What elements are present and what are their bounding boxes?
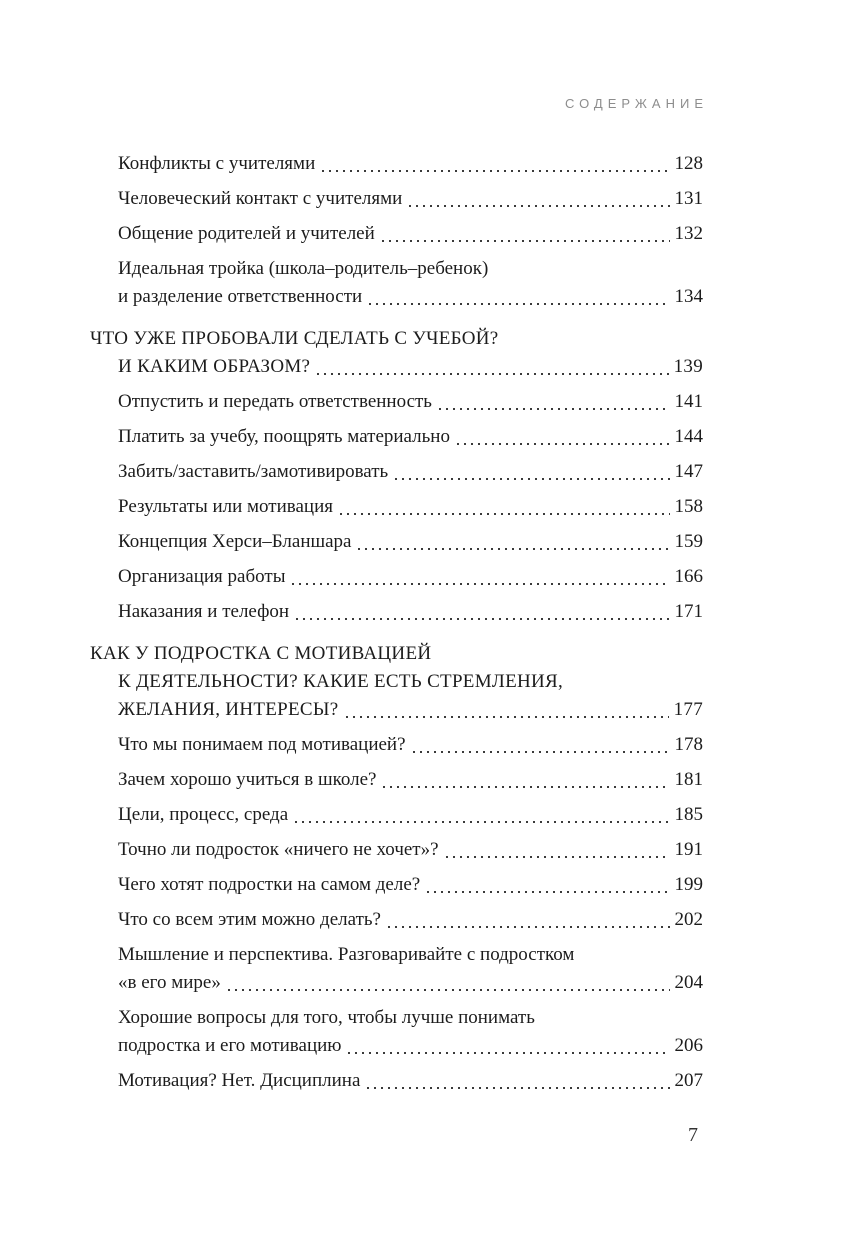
dot-leader	[457, 443, 670, 445]
toc-entry-text: Результаты или мотивация	[118, 496, 334, 517]
toc-entry-page: 185	[674, 804, 703, 825]
dot-leader	[388, 926, 670, 928]
toc-sub-entry	[90, 255, 703, 311]
toc-entry-text: Идеальная тройка (школа–родитель–ребенок)	[118, 258, 489, 279]
dot-leader	[369, 303, 669, 305]
toc-sub-entry	[90, 458, 703, 486]
toc-entry-page: 206	[674, 1035, 703, 1056]
toc-sub-entry	[90, 220, 703, 248]
dot-leader	[446, 856, 670, 858]
toc-entry-text: Цели, процесс, среда	[118, 804, 289, 825]
dot-leader	[346, 716, 669, 718]
toc-entry-text: Мотивация? Нет. Дисциплина	[118, 1070, 361, 1091]
toc-sub-entry	[90, 871, 703, 899]
toc-entry-page: 141	[674, 391, 703, 412]
toc-entry-text: Мышление и перспектива. Разговаривайте с подростком	[118, 944, 575, 965]
toc-entry-page: 144	[674, 426, 703, 447]
dot-leader	[382, 240, 670, 242]
toc-entry-text: Что со всем этим можно делать?	[118, 909, 381, 930]
toc-entry-page: 204	[674, 972, 703, 993]
dot-leader	[367, 1087, 669, 1089]
toc-entry-text: и разделение ответственности	[118, 286, 363, 307]
toc-entry-text: Конфликты с учителями	[118, 153, 316, 174]
toc-sub-entry	[90, 563, 703, 591]
toc-entry-page: 202	[674, 909, 703, 930]
toc-entry-page: 177	[673, 699, 703, 720]
dot-leader	[296, 618, 669, 620]
toc-entry-page: 178	[674, 734, 703, 755]
dot-leader	[358, 548, 669, 550]
toc-sub-entry	[90, 388, 703, 416]
toc-sub-entry	[90, 836, 703, 864]
toc-sub-entry	[90, 731, 703, 759]
toc-entry-text: Концепция Херси–Бланшара	[118, 531, 352, 552]
dot-leader	[413, 751, 670, 753]
toc-entry-page: 159	[674, 531, 703, 552]
toc-entry-page: 171	[674, 601, 703, 622]
toc-entry-page: 199	[674, 874, 703, 895]
toc-sub-entry	[90, 423, 703, 451]
toc-entry-text: Забить/заставить/замотивировать	[118, 461, 389, 482]
toc-sub-entry	[90, 801, 703, 829]
toc-entry-text: Организация работы	[118, 566, 286, 587]
dot-leader	[383, 786, 669, 788]
toc-sub-entry	[90, 1004, 703, 1060]
toc-entry-text: Общение родителей и учителей	[118, 223, 375, 244]
toc-entry-page: 181	[674, 769, 703, 790]
toc-sub-entry	[90, 150, 703, 178]
toc-sub-entry	[90, 941, 703, 997]
dot-leader	[292, 583, 669, 585]
dot-leader	[439, 408, 670, 410]
toc-sub-entry	[90, 528, 703, 556]
toc-entry-page: 134	[674, 286, 703, 307]
toc-entry-text: Наказания и телефон	[118, 601, 290, 622]
toc-entry-page: 191	[674, 839, 703, 860]
toc-sub-entry	[90, 766, 703, 794]
page-number: 7	[688, 1124, 698, 1146]
toc-entry-page: 128	[674, 153, 703, 174]
dot-leader	[348, 1052, 669, 1054]
toc-entry-page: 132	[674, 223, 703, 244]
toc-entry-text: КАК У ПОДРОСТКА С МОТИВАЦИЕЙ	[90, 643, 432, 664]
toc-entry-page: 147	[674, 461, 703, 482]
toc-list	[90, 150, 703, 1102]
toc-entry-text: подростка и его мотивацию	[118, 1035, 342, 1056]
dot-leader	[317, 373, 668, 375]
toc-entry-text: ЖЕЛАНИЯ, ИНТЕРЕСЫ?	[118, 699, 339, 720]
toc-sub-entry	[90, 493, 703, 521]
dot-leader	[295, 821, 669, 823]
dot-leader	[228, 989, 670, 991]
toc-entry-text: Что мы понимаем под мотивацией?	[118, 734, 406, 755]
toc-entry-page: 139	[673, 356, 703, 377]
toc-entry-text: Точно ли подросток «ничего не хочет»?	[118, 839, 439, 860]
toc-entry-text: Хорошие вопросы для того, чтобы лучше понимать	[118, 1007, 535, 1028]
dot-leader	[409, 205, 669, 207]
toc-chapter-entry	[90, 325, 703, 381]
toc-sub-entry	[90, 906, 703, 934]
toc-sub-entry	[90, 598, 703, 626]
toc-sub-entry	[90, 1067, 703, 1095]
toc-entry-page: 166	[674, 566, 703, 587]
toc-sub-entry	[90, 185, 703, 213]
toc-entry-text: Зачем хорошо учиться в школе?	[118, 769, 377, 790]
toc-entry-text: К ДЕЯТЕЛЬНОСТИ? КАКИЕ ЕСТЬ СТРЕМЛЕНИЯ,	[118, 671, 564, 692]
dot-leader	[340, 513, 669, 515]
page-header-contents: СОДЕРЖАНИЕ	[564, 96, 708, 111]
dot-leader	[395, 478, 669, 480]
toc-entry-text: ЧТО УЖЕ ПРОБОВАЛИ СДЕЛАТЬ С УЧЕБОЙ?	[90, 328, 499, 349]
dot-leader	[322, 170, 669, 172]
toc-entry-page: 207	[674, 1070, 703, 1091]
toc-entry-text: Чего хотят подростки на самом деле?	[118, 874, 421, 895]
dot-leader	[427, 891, 669, 893]
toc-chapter-entry	[90, 640, 703, 724]
toc-entry-page: 131	[674, 188, 703, 209]
toc-entry-text: «в его мире»	[118, 972, 221, 993]
toc-entry-text: Человеческий контакт с учителями	[118, 188, 403, 209]
toc-entry-text: Отпустить и передать ответственность	[118, 391, 432, 412]
toc-entry-page: 158	[674, 496, 703, 517]
toc-entry-text: Платить за учебу, поощрять материально	[118, 426, 450, 447]
toc-entry-text: И КАКИМ ОБРАЗОМ?	[118, 356, 311, 377]
